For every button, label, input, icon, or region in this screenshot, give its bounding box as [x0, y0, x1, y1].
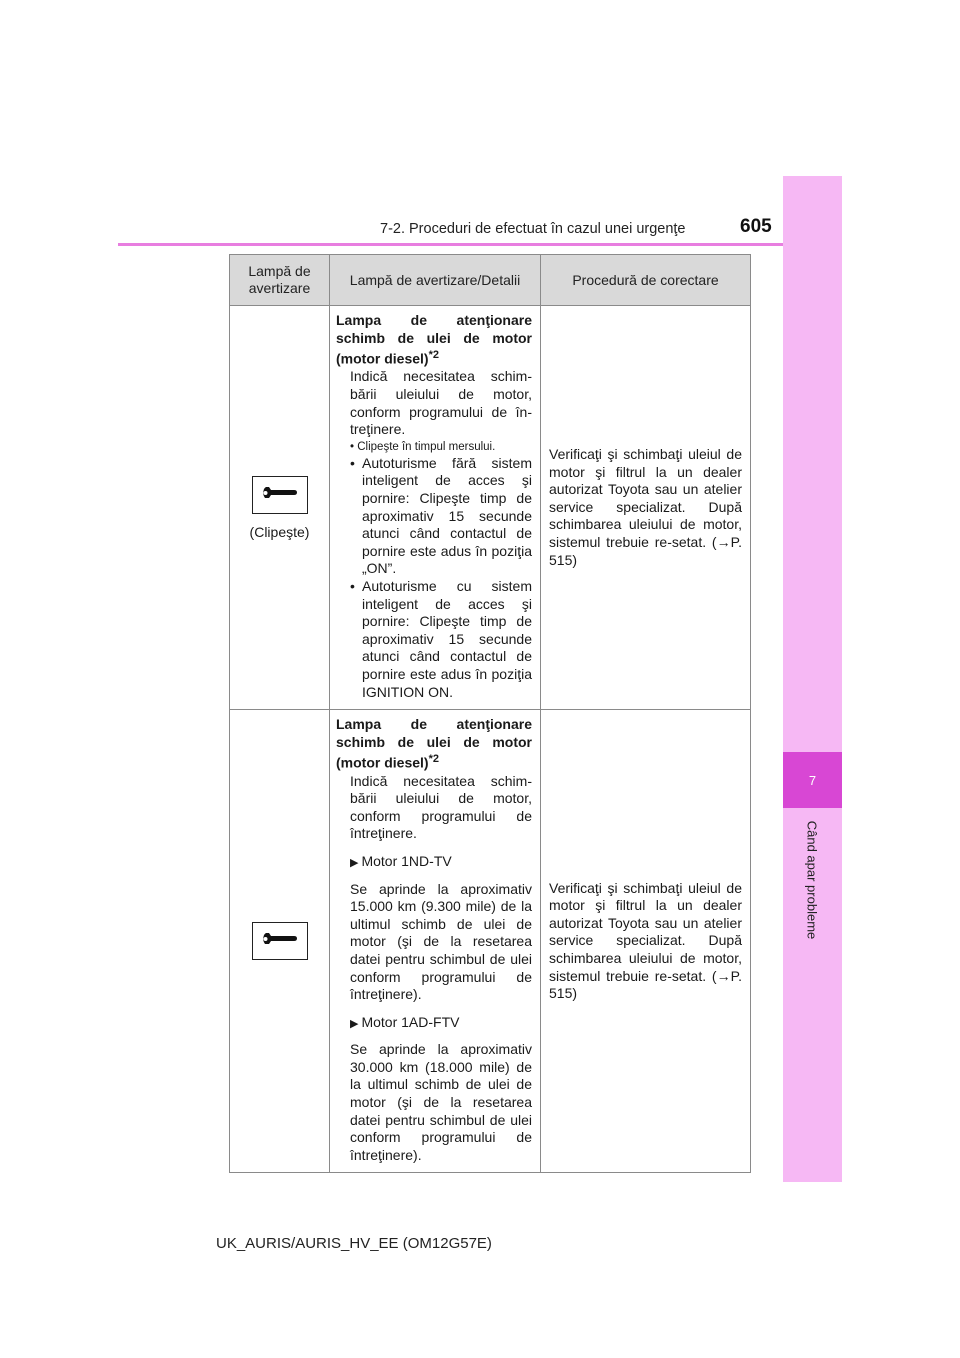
- lamp-name: Lampa de atenţionare schimb de ulei de motor (motor diesel)$^{*2}$: [336, 312, 532, 367]
- warning-lights-table: [229, 254, 751, 1173]
- chapter-label: Când apar probleme: [804, 820, 820, 940]
- lamp-description: Indică necesitatea schim-bării uleiului de motor, conform programului de în-treţinere.: [350, 368, 532, 438]
- document-code: UK_AURIS/AURIS_HV_EE (OM12G57E): [216, 1235, 492, 1252]
- engine-heading: ▶ Motor 1AD-FTV: [350, 1013, 460, 1030]
- column-header-lamp: Lampă de avertizare: [230, 255, 330, 306]
- engine-heading: ▶ Motor 1ND-TV: [350, 852, 452, 869]
- table-row: [230, 306, 751, 710]
- triangle-right-icon: ▶: [350, 856, 359, 869]
- footnote-ref: *2: [428, 753, 439, 766]
- table-header-row: [230, 255, 751, 306]
- list-item: • Autoturisme cu sistem inteligent de acces şi pornire: Clipeşte timp de aproximativ 15 secunde atunci când contactul de pornire este adus în poziţia IGNITION ON.: [336, 578, 532, 701]
- chapter-number: 7: [783, 752, 842, 808]
- column-header-correction: Procedură de corectare: [541, 255, 751, 306]
- blink-note: • Clipeşte în timpul mersului.: [350, 440, 496, 453]
- footnote-ref: *2: [428, 349, 439, 362]
- correction-cell: Verificaţi şi schimbaţi uleiul de motor şi filtrul la un dealer autorizat Toyota sau un atelier service specializat. După schimbarea uleiului de motor, sistemul trebuie re-setat. (→P. 515): [541, 710, 751, 1173]
- column-header-details: Lampă de avertizare/Detalii: [330, 255, 541, 306]
- detail-cell: [330, 710, 541, 1173]
- section-title: 7-2. Proceduri de efectuat în cazul unei urgenţe: [380, 221, 686, 237]
- lamp-description: Indică necesitatea schim-bării uleiului de motor, conform programului de întreţinere.: [350, 772, 532, 842]
- condition-list: [336, 455, 532, 701]
- triangle-right-icon: ▶: [350, 1017, 359, 1030]
- lamp-cell: [230, 306, 330, 710]
- chapter-side-tab: [783, 176, 842, 1182]
- wrench-icon: [252, 476, 308, 514]
- table-row: [230, 710, 751, 1173]
- page-number: 605: [740, 216, 772, 237]
- lamp-name: Lampa de atenţionare schimb de ulei de motor (motor diesel)$^{*2}$: [336, 716, 532, 771]
- lamp-caption: (Clipeşte): [249, 523, 310, 540]
- header-accent-line: [118, 243, 783, 246]
- lamp-cell: [230, 710, 330, 1173]
- correction-cell: Verificaţi şi schimbaţi uleiul de motor şi filtrul la un dealer autorizat Toyota sau un atelier service specializat. După schimbarea uleiului de motor, sistemul trebuie re-setat. (→P. 515): [541, 306, 751, 710]
- engine-description: Se aprinde la aproximativ 15.000 km (9.300 mile) de la ultimul schimb de ulei de motor (şi de la resetarea datei pentru schimbul de ulei conform programului de întreţinere).: [350, 880, 532, 1003]
- list-item: • Autoturisme fără sistem inteligent de acces şi pornire: Clipeşte timp de aproximativ 15 secunde atunci când contactul de pornire este adus în poziţia „ON”.: [336, 455, 532, 578]
- detail-cell: [330, 306, 541, 710]
- engine-description: Se aprinde la aproximativ 30.000 km (18.000 mile) de la ultimul schimb de ulei de motor (şi de la resetarea datei pentru schimbul de ulei conform programului de întreţinere).: [350, 1041, 532, 1163]
- wrench-icon: [252, 922, 308, 960]
